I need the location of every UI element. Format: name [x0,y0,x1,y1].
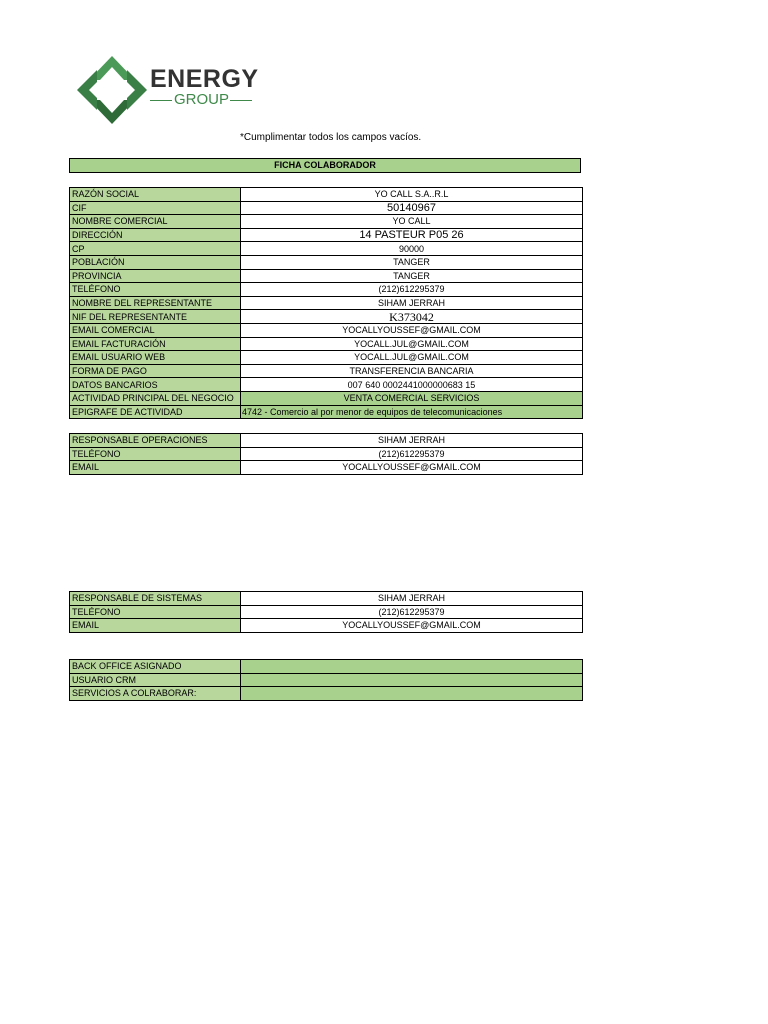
row-label: EMAIL [70,619,241,633]
row-label: DIRECCIÓN [70,228,241,242]
logo-subtitle [150,91,254,109]
table-row [70,310,583,324]
table-row [70,215,583,229]
row-value[interactable]: 007 640 0002441000000683 15 [241,378,583,392]
row-value[interactable]: TANGER [241,269,583,283]
row-value[interactable]: YO CALL S.A..R.L [241,188,583,202]
row-label: EMAIL USUARIO WEB [70,351,241,365]
title-bar [69,158,581,173]
row-value[interactable] [241,687,583,701]
row-value[interactable]: 4742 - Comercio al por menor de equipos de telecomunicaciones [241,405,583,419]
row-value[interactable]: (212)612295379 [241,605,583,619]
row-value[interactable]: 50140967 [241,201,583,215]
operations-table [69,433,583,475]
row-value[interactable]: TRANSFERENCIA BANCARIA [241,364,583,378]
table-row [70,242,583,256]
row-value[interactable]: YO CALL [241,215,583,229]
row-value[interactable]: TANGER [241,255,583,269]
table-row [70,619,583,633]
row-label: NOMBRE COMERCIAL [70,215,241,229]
row-value[interactable]: YOCALL.JUL@GMAIL.COM [241,351,583,365]
table-row [70,255,583,269]
table-row [70,364,583,378]
row-label: PROVINCIA [70,269,241,283]
table-row [70,391,583,405]
table-row [70,405,583,419]
row-value[interactable]: YOCALLYOUSSEF@GMAIL.COM [241,619,583,633]
row-label: BACK OFFICE ASIGNADO [70,660,241,674]
back-office-table [69,659,583,701]
table-row [70,228,583,242]
row-label: TELÉFONO [70,283,241,297]
row-label: DATOS BANCARIOS [70,378,241,392]
row-value[interactable]: YOCALLYOUSSEF@GMAIL.COM [241,461,583,475]
row-value[interactable]: SIHAM JERRAH [241,296,583,310]
systems-table [69,591,583,633]
row-label: TELÉFONO [70,447,241,461]
row-value[interactable]: VENTA COMERCIAL SERVICIOS [241,391,583,405]
row-label: EMAIL COMERCIAL [70,323,241,337]
row-label: EMAIL [70,461,241,475]
table-row [70,201,583,215]
table-row [70,296,583,310]
row-label: RESPONSABLE OPERACIONES [70,434,241,448]
row-label: SERVICIOS A COLRABORAR: [70,687,241,701]
instruction-note: *Cumplimentar todos los campos vacíos. [240,132,422,143]
table-row [70,461,583,475]
row-label: TELÉFONO [70,605,241,619]
table-row [70,447,583,461]
row-label: FORMA DE PAGO [70,364,241,378]
table-row [70,323,583,337]
row-label: CIF [70,201,241,215]
row-label: POBLACIÓN [70,255,241,269]
diamond-logo-icon [77,56,147,124]
row-label: CP [70,242,241,256]
row-value[interactable]: 90000 [241,242,583,256]
row-value[interactable]: (212)612295379 [241,447,583,461]
table-row [70,592,583,606]
logo-subtitle-text: GROUP [174,91,230,108]
logo-brand: ENERGY [150,65,259,93]
table-row [70,188,583,202]
row-label: NOMBRE DEL REPRESENTANTE [70,296,241,310]
table-row [70,673,583,687]
row-value[interactable]: SIHAM JERRAH [241,592,583,606]
table-row [70,269,583,283]
row-value[interactable]: YOCALL.JUL@GMAIL.COM [241,337,583,351]
row-value[interactable] [241,673,583,687]
row-value[interactable]: (212)612295379 [241,283,583,297]
row-value[interactable]: 14 PASTEUR P05 26 [241,228,583,242]
row-value[interactable]: K373042 [241,310,583,324]
table-row [70,283,583,297]
table-row [70,434,583,448]
table-row [70,660,583,674]
main-info-table [69,187,583,419]
row-label: ACTIVIDAD PRINCIPAL DEL NEGOCIO [70,391,241,405]
row-label: EPIGRAFE DE ACTIVIDAD [70,405,241,419]
table-row [70,337,583,351]
energy-group-logo [77,56,257,124]
row-label: USUARIO CRM [70,673,241,687]
row-label: RAZÓN SOCIAL [70,188,241,202]
form-title: FICHA COLABORADOR [70,159,581,173]
row-value[interactable] [241,660,583,674]
table-row [70,378,583,392]
table-row [70,605,583,619]
row-label: NIF DEL REPRESENTANTE [70,310,241,324]
row-label: RESPONSABLE DE SISTEMAS [70,592,241,606]
row-value[interactable]: YOCALLYOUSSEF@GMAIL.COM [241,323,583,337]
table-row [70,687,583,701]
row-value[interactable]: SIHAM JERRAH [241,434,583,448]
row-label: EMAIL FACTURACIÓN [70,337,241,351]
table-row [70,351,583,365]
